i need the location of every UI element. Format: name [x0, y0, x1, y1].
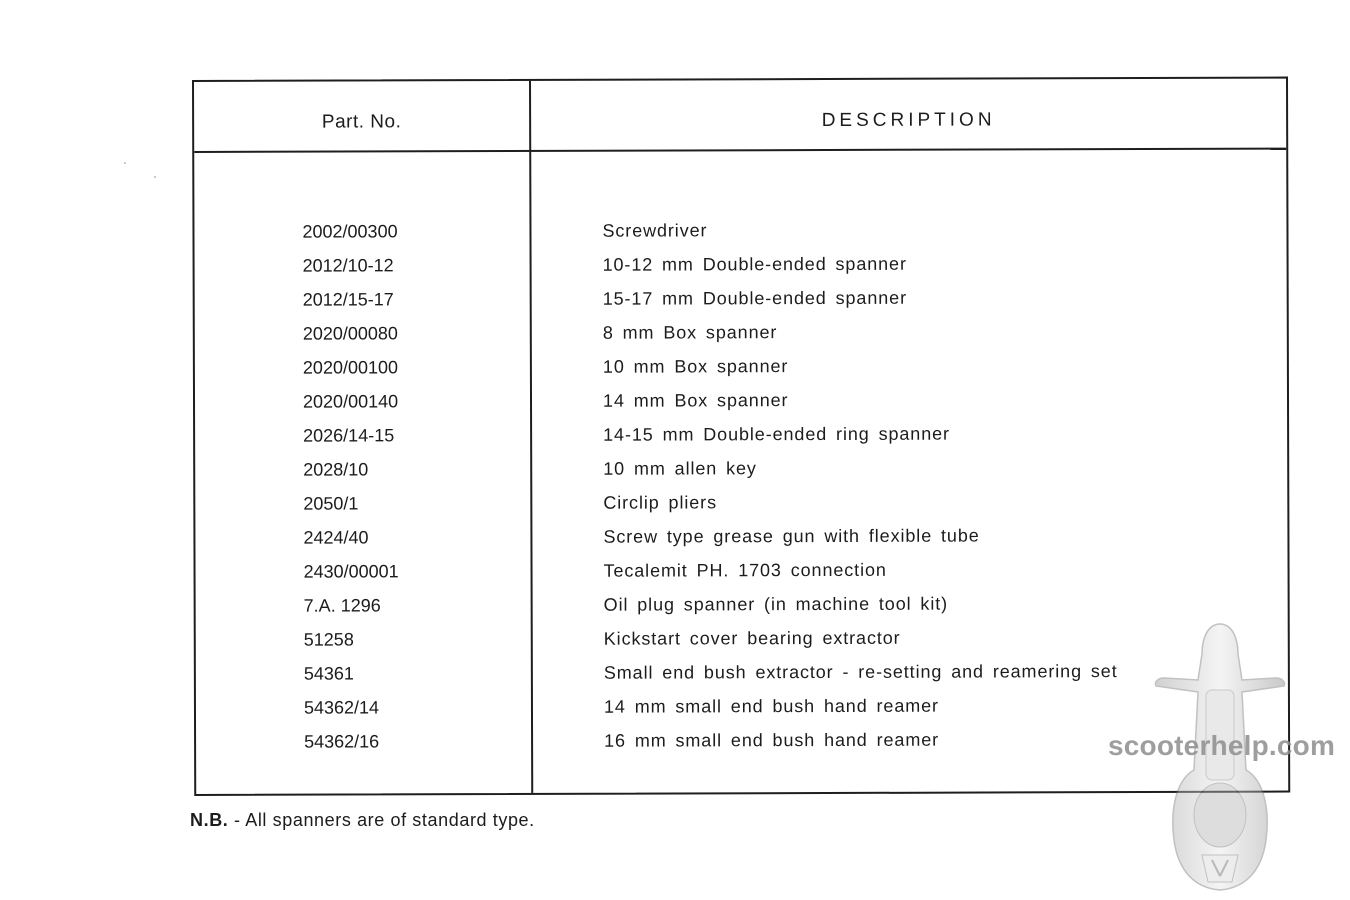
- table-row: [196, 625, 1288, 662]
- header-description: DESCRIPTION: [821, 109, 996, 132]
- part-number-cell: 2026/14-15: [303, 425, 395, 446]
- table-row: [195, 353, 1287, 390]
- description-cell: Small end bush extractor - re-setting and reamering set: [603, 661, 1118, 683]
- part-number-cell: 7.A. 1296: [303, 595, 381, 616]
- part-number-cell: 2020/00080: [302, 323, 398, 344]
- part-number-cell: 2430/00001: [303, 561, 399, 582]
- table-row: [194, 217, 1286, 254]
- description-cell: Screw type grease gun with flexible tube: [603, 525, 980, 547]
- table-row: [196, 659, 1288, 696]
- footnote-label: N.B.: [190, 810, 229, 830]
- description-cell: 16 mm small end bush hand reamer: [604, 729, 940, 751]
- part-number-cell: 51258: [303, 629, 354, 650]
- table-row: [195, 523, 1287, 560]
- footnote: [190, 810, 535, 831]
- table-row: [195, 489, 1287, 526]
- description-cell: 14 mm Box spanner: [602, 390, 789, 411]
- description-cell: 14-15 mm Double-ended ring spanner: [603, 423, 950, 445]
- watermark-text: scooterhelp.com: [1108, 730, 1336, 761]
- table-row: [196, 557, 1288, 594]
- part-number-cell: 2002/00300: [302, 221, 398, 242]
- description-cell: 10 mm Box spanner: [602, 356, 789, 377]
- table-row: [195, 421, 1287, 458]
- part-number-cell: 2020/00140: [302, 391, 399, 412]
- part-number-cell: 2020/00100: [302, 357, 399, 378]
- description-cell: 14 mm small end bush hand reamer: [603, 695, 939, 717]
- part-number-cell: 54361: [303, 663, 354, 684]
- tools-table: [192, 77, 1290, 796]
- part-number-cell: 54362/14: [303, 697, 380, 718]
- table-row: [195, 319, 1287, 356]
- table-row: [196, 591, 1288, 628]
- description-cell: Circlip pliers: [603, 492, 717, 513]
- description-cell: 10-12 mm Double-ended spanner: [602, 253, 907, 275]
- part-number-cell: 2050/1: [303, 493, 359, 514]
- table-body: [194, 217, 1288, 764]
- description-cell: Screwdriver: [602, 220, 708, 241]
- table-row: [195, 455, 1287, 492]
- scan-speck: [154, 176, 156, 178]
- header-rule: [194, 148, 1286, 153]
- header-part-no: Part. No.: [321, 111, 402, 133]
- description-cell: Tecalemit PH. 1703 connection: [603, 559, 887, 581]
- part-number-cell: 2424/40: [303, 527, 369, 548]
- description-cell: 10 mm allen key: [603, 458, 757, 479]
- part-number-cell: 2012/15-17: [302, 289, 394, 310]
- part-number-cell: 54362/16: [304, 731, 380, 752]
- scan-speck: [124, 162, 126, 164]
- description-cell: 15-17 mm Double-ended spanner: [602, 287, 907, 309]
- footnote-text: - All spanners are of standard type.: [234, 810, 535, 830]
- table-row: [196, 693, 1288, 730]
- description-cell: Oil plug spanner (in machine tool kit): [603, 593, 949, 615]
- table-row: [195, 251, 1287, 288]
- description-cell: Kickstart cover bearing extractor: [603, 627, 901, 649]
- table-row: [195, 285, 1287, 322]
- part-number-cell: 2012/10-12: [302, 255, 394, 276]
- description-cell: 8 mm Box spanner: [602, 322, 778, 343]
- part-number-cell: 2028/10: [303, 459, 369, 480]
- table-row: [195, 387, 1287, 424]
